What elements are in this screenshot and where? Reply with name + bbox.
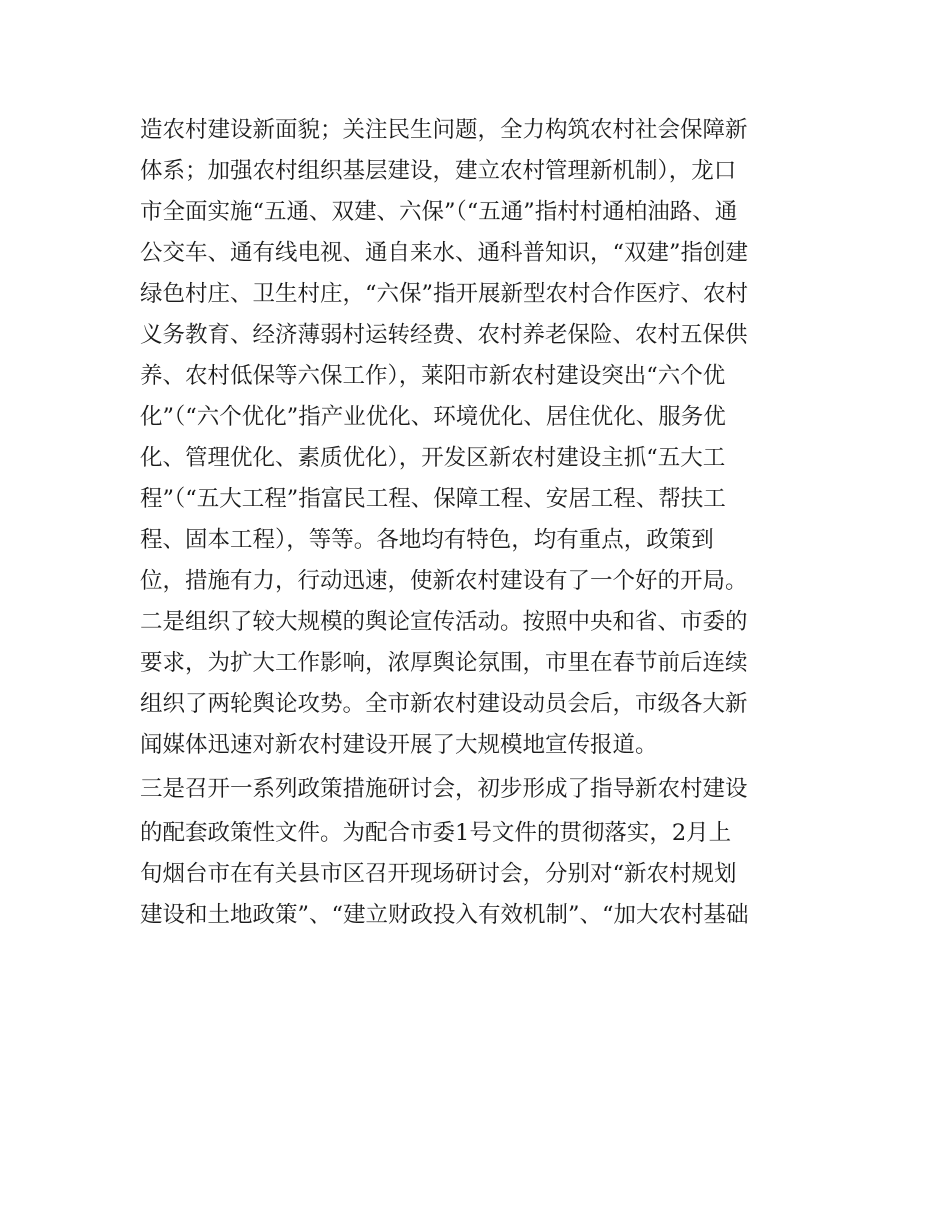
- text-line: 公交车、通有线电视、通自来水、通科普知识，“双建”指创建: [140, 240, 749, 266]
- text-line: 化”（“六个优化”指产业优化、环境优化、居住优化、服务优: [140, 404, 726, 430]
- text-line: 造农村建设新面貌；关注民生问题，全力构筑农村社会保障新: [140, 117, 748, 143]
- text-line: 组织了两轮舆论攻势。全市新农村建设动员会后，市级各大新: [140, 691, 748, 717]
- text-line: 二是组织了较大规模的舆论宣传活动。按照中央和省、市委的: [140, 609, 748, 635]
- text-line: 闻媒体迅速对新农村建设开展了大规模地宣传报道。: [140, 732, 658, 758]
- text-line: 义务教育、经济薄弱村运转经费、农村养老保险、农村五保供: [140, 322, 748, 348]
- body-text: [140, 110, 820, 936]
- text-line: 旬烟台市在有关县市区召开现场研讨会，分别对“新农村规划: [140, 861, 737, 887]
- text-line: 位，措施有力，行动迅速，使新农村建设有了一个好的开局。: [140, 568, 748, 594]
- text-line: 要求，为扩大工作影响，浓厚舆论氛围，市里在春节前后连续: [140, 650, 748, 676]
- text-line: 程、固本工程），等等。各地均有特色，均有重点，政策到: [140, 527, 714, 553]
- text-line: 绿色村庄、卫生村庄，“六保”指开展新型农村合作医疗、农村: [140, 281, 749, 307]
- text-line: 建设和土地政策”、“建立财政投入有效机制”、“加大农村基础: [140, 902, 749, 928]
- text-line: 程”（“五大工程”指富民工程、保障工程、安居工程、帮扶工: [140, 486, 726, 512]
- text-line: 的配套政策性文件。为配合市委1号文件的贯彻落实，2月上: [140, 820, 732, 846]
- text-line: 化、管理优化、素质优化），开发区新农村建设主抓“五大工: [140, 445, 726, 471]
- text-line: 养、农村低保等六保工作），莱阳市新农村建设突出“六个优: [140, 363, 726, 389]
- text-line: 体系；加强农村组织基层建设，建立农村管理新机制），龙口: [140, 158, 737, 184]
- text-line: 市全面实施“五通、双建、六保”（“五通”指村村通柏油路、通: [140, 199, 738, 225]
- text-line: 三是召开一系列政策措施研讨会，初步形成了指导新农村建设: [140, 776, 748, 802]
